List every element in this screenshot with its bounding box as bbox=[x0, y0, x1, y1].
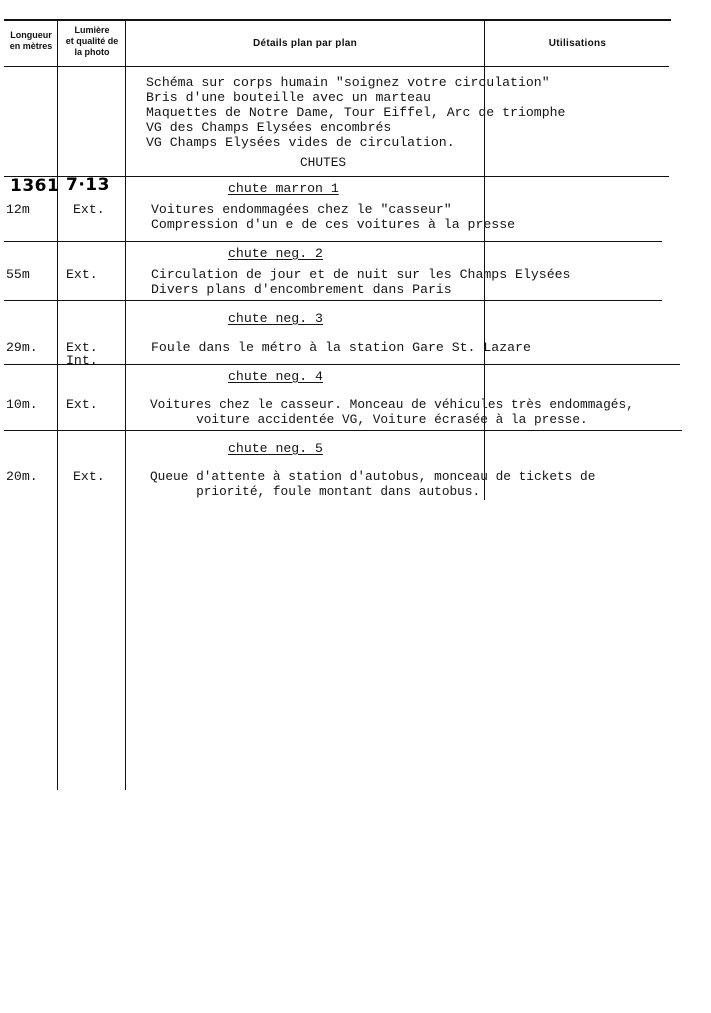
cut-title: chute neg. 5 bbox=[228, 441, 323, 456]
cut-title: chute marron 1 bbox=[228, 181, 339, 196]
row-separator bbox=[4, 430, 682, 431]
row-detail-line: Voitures endommagées chez le "casseur" bbox=[151, 202, 452, 217]
table-top-border bbox=[4, 19, 671, 21]
row-light: Ext. bbox=[73, 469, 105, 484]
header-bottom-border bbox=[4, 66, 669, 67]
row-detail-line: Compression d'un e de ces voitures à la presse bbox=[151, 217, 516, 232]
handwritten-reference-secondary: 7·13 bbox=[66, 175, 110, 195]
row-detail-line: Voitures chez le casseur. Monceau de véhicules très endommagés, bbox=[150, 397, 634, 412]
cut-title: chute neg. 3 bbox=[228, 311, 323, 326]
row-length: 12m bbox=[6, 202, 30, 217]
header-uses: Utilisations bbox=[548, 38, 607, 49]
column-divider-details bbox=[484, 20, 485, 500]
intro-line: Bris d'une bouteille avec un marteau bbox=[146, 90, 431, 105]
row-light: Int. bbox=[66, 353, 98, 368]
row-separator bbox=[4, 241, 662, 242]
row-detail-line: Queue d'attente à station d'autobus, monceau de tickets de bbox=[150, 469, 596, 484]
row-detail-line: Circulation de jour et de nuit sur les Champs Elysées bbox=[151, 267, 571, 282]
cut-title: chute neg. 2 bbox=[228, 246, 323, 261]
intro-line: VG Champs Elysées vides de circulation. bbox=[146, 135, 455, 150]
row-separator bbox=[4, 364, 680, 365]
column-divider-light bbox=[125, 20, 126, 790]
row-detail-line: Foule dans le métro à la station Gare St. Lazare bbox=[151, 340, 531, 355]
row-detail-line: Divers plans d'encombrement dans Paris bbox=[151, 282, 452, 297]
intro-heading: CHUTES bbox=[300, 155, 347, 170]
row-light: Ext. bbox=[66, 340, 98, 355]
handwritten-reference: 1361 bbox=[10, 176, 60, 196]
column-divider-length bbox=[57, 20, 58, 790]
header-details: Détails plan par plan bbox=[252, 38, 358, 49]
intro-line: Schéma sur corps humain "soignez votre circulation" bbox=[146, 75, 550, 90]
cut-title: chute neg. 4 bbox=[228, 369, 323, 384]
row-length: 20m. bbox=[6, 469, 38, 484]
row-light: Ext. bbox=[66, 267, 98, 282]
header-light-quality: Lumière et qualité de la photo bbox=[65, 25, 119, 57]
header-length: Longueur en mètres bbox=[9, 30, 53, 51]
row-length: 29m. bbox=[6, 340, 38, 355]
row-length: 10m. bbox=[6, 397, 38, 412]
row-light: Ext. bbox=[66, 397, 98, 412]
row-detail-line: priorité, foule montant dans autobus. bbox=[150, 484, 481, 499]
row-length: 55m bbox=[6, 267, 30, 282]
intro-line: VG des Champs Elysées encombrés bbox=[146, 120, 392, 135]
intro-line: Maquettes de Notre Dame, Tour Eiffel, Arc de triomphe bbox=[146, 105, 566, 120]
row-detail-line: voiture accidentée VG, Voiture écrasée à la presse. bbox=[150, 412, 588, 427]
row-light: Ext. bbox=[73, 202, 105, 217]
row-separator bbox=[4, 300, 662, 301]
